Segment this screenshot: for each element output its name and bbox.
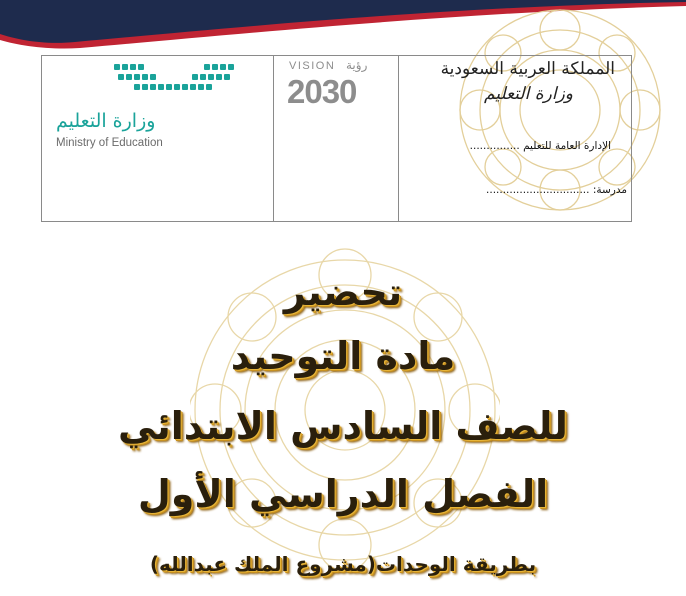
general-directorate-value: ............... <box>469 140 520 152</box>
vision-2030-cell <box>274 56 399 221</box>
school-label: مدرسة: <box>592 184 627 196</box>
title-line-1: تحضير <box>283 270 403 314</box>
general-directorate-label: الإدارة العامة للتعليم <box>523 140 611 152</box>
kingdom-cell <box>399 56 631 221</box>
header-table <box>41 55 632 222</box>
school-field <box>486 184 627 196</box>
vision-year: 2030 <box>287 73 357 110</box>
title-line-2: مادة التوحيد <box>230 334 456 378</box>
title-line-3: للصف السادس الابتدائي <box>118 404 568 448</box>
school-value: ............................... <box>486 184 590 196</box>
top-banner <box>0 0 686 50</box>
general-directorate-field <box>470 140 611 152</box>
ministry-calligraphy: وزارة التعليم <box>484 84 573 104</box>
ministry-logo-icon <box>112 62 236 96</box>
title-line-5: بطريقة الوحدات(مشروع الملك عبدالله) <box>149 552 537 576</box>
kingdom-name: المملكة العربية السعودية <box>440 59 615 79</box>
title-line-4: الفصل الدراسي الأول <box>137 472 549 516</box>
vision-word: VISION <box>289 60 336 72</box>
ministry-logo-cell <box>42 56 274 221</box>
vision-arabic: رؤية <box>346 58 368 72</box>
ministry-name-english: Ministry of Education <box>56 137 163 149</box>
ministry-name-arabic: وزارة التعليم <box>56 110 156 132</box>
